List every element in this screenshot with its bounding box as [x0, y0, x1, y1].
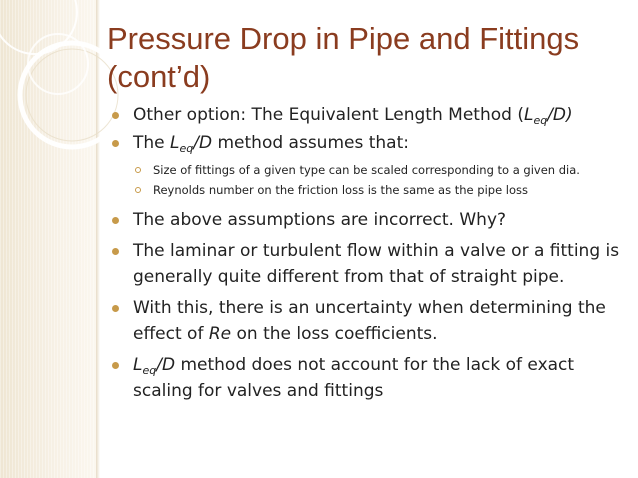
bullet-assumptions-incorrect — [112, 207, 624, 233]
variable-over-d: /D — [193, 133, 213, 153]
bullet-dot-icon — [112, 305, 119, 312]
bullet-dot-icon — [112, 248, 119, 255]
bullet-text: Other option: The Equivalent Length Method ( — [133, 105, 524, 125]
bullet-text-tail: on the loss coefficients. — [231, 324, 438, 344]
sub-bullet-text: Size of fittings of a given type can be scaled corresponding to a given dia. — [153, 163, 580, 177]
slide-title: Pressure Drop in Pipe and Fittings (cont’d) — [107, 21, 580, 94]
bullet-text: The above assumptions are incorrect. Why? — [133, 210, 507, 230]
bullet-dot-icon — [112, 140, 119, 147]
sub-bullet-item — [112, 160, 624, 180]
subscript-eq: eq — [533, 114, 548, 127]
variable-over-d: /D — [156, 355, 176, 375]
subscript-eq: eq — [179, 142, 194, 155]
bullet-equivalent-length-option — [112, 102, 624, 128]
sub-bullet-list — [112, 160, 624, 200]
sub-bullet-text: Reynolds number on the friction loss is the same as the pipe loss — [153, 183, 529, 197]
sub-bullet-ring-icon — [135, 187, 141, 193]
bullet-dot-icon — [112, 112, 119, 119]
bullet-method-assumes — [112, 130, 624, 156]
variable-l: L — [133, 355, 143, 375]
bullet-text: With this, there is an uncertainty when determining the effect of — [133, 298, 606, 344]
bullet-dot-icon — [112, 362, 119, 369]
bullet-text-tail: /D) — [547, 105, 573, 125]
variable-l: L — [523, 105, 534, 125]
slide-body — [112, 102, 624, 404]
bullet-text-tail: method does not account for the lack of exact scaling for valves and fittings — [133, 355, 575, 401]
variable-l: L — [170, 133, 180, 153]
bullet-uncertainty-re — [112, 295, 624, 347]
bullet-dot-icon — [112, 217, 119, 224]
bullet-text: The laminar or turbulent flow within a valve or a fitting is generally quite different from that of straight pipe. — [133, 241, 620, 287]
bullet-text: The — [133, 133, 171, 153]
bullet-text-tail: method assumes that: — [212, 133, 409, 153]
sub-bullet-ring-icon — [135, 167, 141, 173]
variable-re: Re — [208, 324, 232, 344]
bullet-laminar-turbulent — [112, 238, 624, 290]
bullet-method-scaling — [112, 352, 624, 404]
subscript-eq: eq — [142, 364, 157, 377]
sub-bullet-item — [112, 180, 624, 200]
